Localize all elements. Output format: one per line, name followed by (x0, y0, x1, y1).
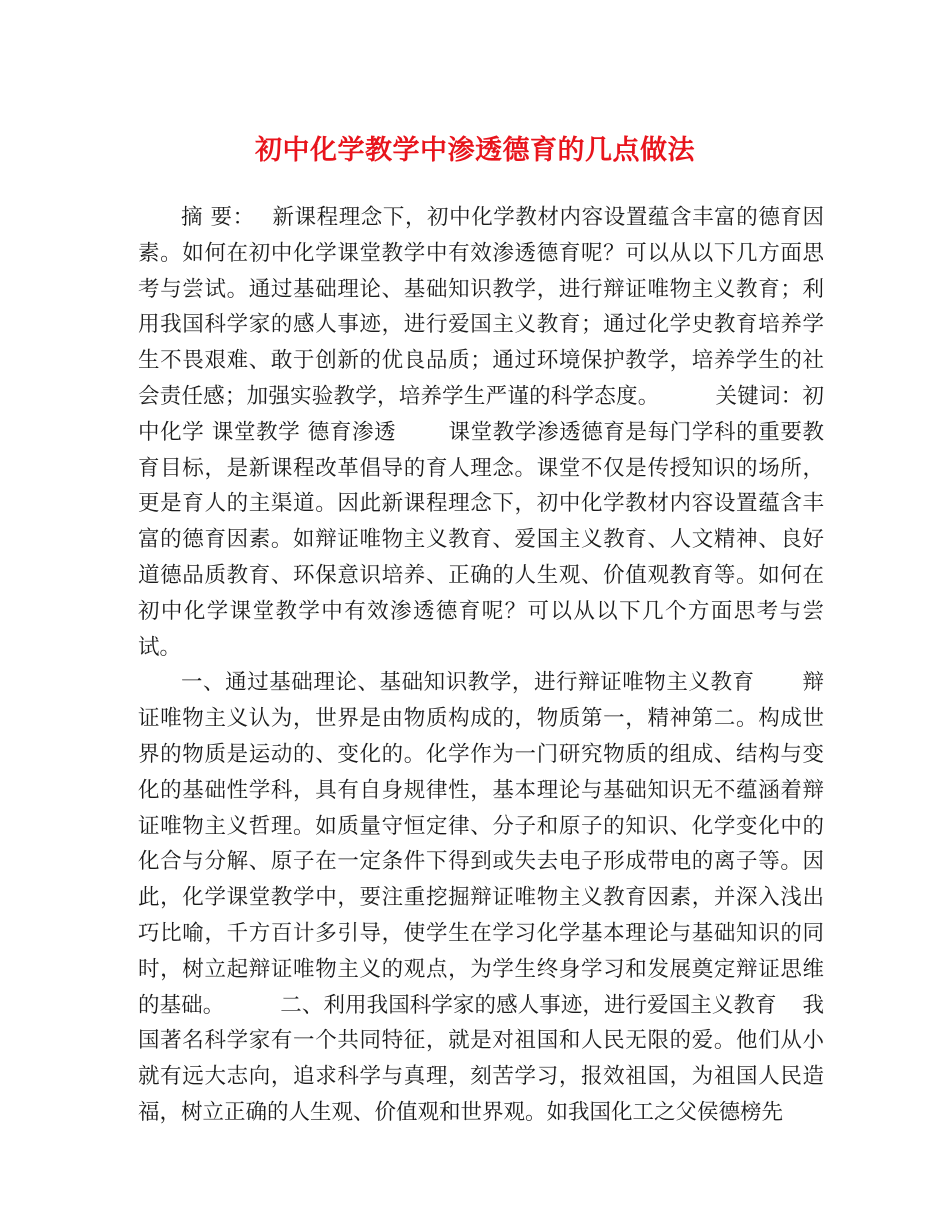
section-2-text: 我国著名科学家有一个共同特征，就是对祖国和人民无限的爱。他们从小就有远大志向，追求科学与真理，刻苦学习，报效祖国，为祖国人民造福，树立正确的人生观、价值观和世界观。如我国化工之父侯德榜先 (138, 992, 824, 1125)
section-1-heading: 一、通过基础理论、基础知识教学，进行辩证唯物主义教育 (181, 670, 755, 696)
section-1-text: 辩证唯物主义认为，世界是由物质构成的，物质第一，精神第二。构成世界的物质是运动的、变化的。化学作为一门研究物质的组成、结构与变化的基础性学科，具有自身规律性，基本理论与基础知识无不蕴涵着辩证唯物主义哲理。如质量守恒定律、分子和原子的知识、化学变化中的化合与分解、原子在一定条件下得到或失去电子形成带电的离子等。因此，化学课堂教学中，要注重挖掘辩证唯物主义教育因素，并深入浅出巧比喻，千方百计多引导，使学生在学习化学基本理论与基础知识的同时，树立起辩证唯物主义的观点，为学生终身学习和发展奠定辩证思维的基础。 (138, 670, 824, 1018)
section-2-heading: 二、利用我国科学家的感人事迹，进行爱国主义教育 (280, 992, 777, 1018)
document-title: 初中化学教学中渗透德育的几点做法 (255, 135, 695, 166)
intro-text: 课堂教学渗透德育是每门学科的重要教育目标，是新课程改革倡导的育人理念。课堂不仅是传授知识的场所，更是育人的主渠道。因此新课程理念下，初中化学教材内容设置蕴含丰富的德育因素。如辩证唯物主义教育、爱国主义教育、人文精神、良好道德品质教育、环保意识培养、正确的人生观、价值观教育等。如何在初中化学课堂教学中有效渗透德育呢？可以从以下几个方面思考与尝试。 (138, 419, 824, 660)
body-paragraph (138, 665, 824, 1130)
abstract-text: 新课程理念下，初中化学教材内容设置蕴含丰富的德育因素。如何在初中化学课堂教学中有效渗透德育呢？可以从以下几方面思考与尝试。通过基础理论、基础知识教学，进行辩证唯物主义教育；利用我国科学家的感人事迹，进行爱国主义教育；通过化学史教育培养学生不畏艰难、敢于创新的优良品质；通过环境保护教学，培养学生的社会责任感；加强实验教学，培养学生严谨的科学态度。 (138, 205, 824, 409)
body-paragraph (138, 200, 824, 665)
document-body (138, 200, 824, 1131)
abstract-label: 摘 要： (181, 205, 255, 230)
keywords-label: 关键词： (715, 383, 803, 409)
keywords-text: 初中化学 课堂教学 德育渗透 (138, 383, 824, 445)
